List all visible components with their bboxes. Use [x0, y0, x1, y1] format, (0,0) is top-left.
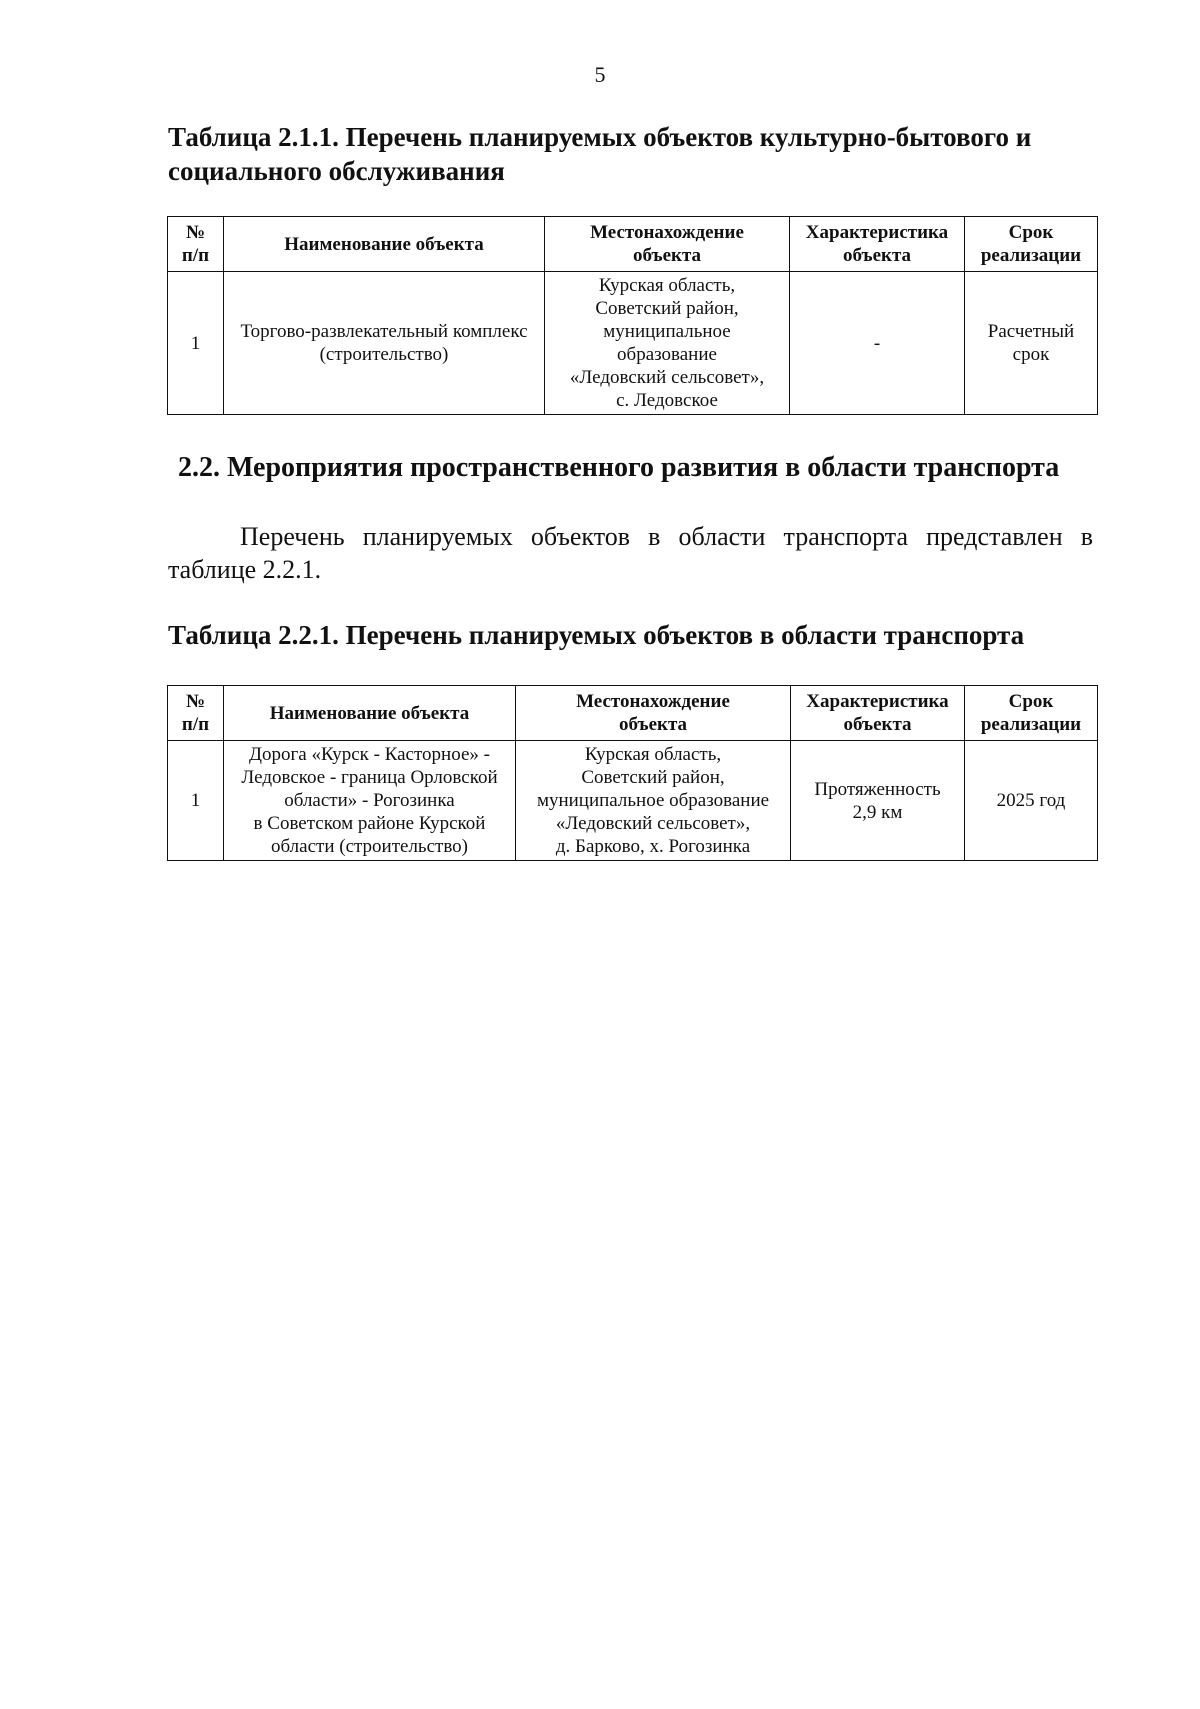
table2: [167, 685, 1098, 861]
header-text: Срок: [1008, 691, 1054, 712]
table-row: [168, 272, 1098, 415]
header-text: Характеристика: [805, 222, 949, 243]
cell-text: Курская область,: [584, 744, 722, 765]
table-row: [168, 741, 1098, 861]
table1-header-name: [224, 217, 545, 272]
table2-header-row: [168, 686, 1098, 741]
page-number: 5: [594, 62, 606, 87]
table1: [167, 216, 1098, 415]
cell-text: муниципальное: [603, 321, 731, 342]
header-text: объекта: [842, 245, 912, 266]
header-text: Местонахождение: [576, 691, 730, 712]
header-text: Срок: [1008, 222, 1054, 243]
table2-cell-name: [224, 741, 516, 861]
table1-title-line-1: Таблица 2.1.1. Перечень планируемых объектов культурно-бытового и: [168, 122, 1032, 152]
section-heading: 2.2. Мероприятия пространственного развития в области транспорта: [178, 452, 1060, 483]
cell-text: Дорога «Курск - Касторное» -: [249, 744, 490, 765]
table2-cell-num: 1: [168, 741, 224, 861]
cell-text: с. Ледовское: [616, 390, 718, 411]
table2-cell-location: [516, 741, 791, 861]
table2-title: Таблица 2.2.1. Перечень планируемых объектов в области транспорта: [168, 620, 1025, 650]
header-text: реализации: [980, 714, 1082, 735]
header-text: №: [185, 691, 206, 712]
header-text: Характеристика: [806, 691, 949, 712]
table1-cell-location: [545, 272, 790, 415]
header-text: Наименование объекта: [269, 702, 470, 724]
table1-cell-characteristic: -: [790, 272, 965, 415]
cell-text: Ледовское - граница Орловской: [241, 767, 498, 788]
cell-text: срок: [1012, 344, 1050, 365]
table1-cell-num: 1: [168, 272, 224, 415]
cell-text: (строительство): [319, 344, 449, 365]
table1-header-characteristic: [790, 217, 965, 272]
header-text: объекта: [843, 714, 912, 735]
header-text: №: [185, 222, 206, 243]
cell-text: Расчетный: [987, 321, 1075, 342]
cell-text: образование: [617, 344, 717, 365]
header-text: реализации: [980, 245, 1082, 266]
cell-text: Советский район,: [595, 298, 739, 319]
table1-title-line-2: социального обслуживания: [168, 156, 505, 186]
header-text: Наименование объекта: [284, 233, 484, 255]
header-text: объекта: [632, 245, 702, 266]
table2-header-term: [965, 686, 1098, 741]
header-text: Местонахождение: [590, 222, 744, 243]
cell-text: Торгово-развлекательный комплекс: [240, 321, 528, 342]
table1-header-row: [168, 217, 1098, 272]
cell-text: области (строительство): [270, 836, 468, 857]
cell-text: д. Барково, х. Рогозинка: [555, 836, 751, 857]
header-text: п/п: [181, 714, 210, 735]
header-text: п/п: [181, 245, 210, 266]
section-paragraph: Перечень планируемых объектов в области транспорта представлен в таблице 2.2.1.: [168, 522, 1093, 584]
table2-cell-characteristic: [791, 741, 965, 861]
cell-text: «Ледовский сельсовет»,: [555, 813, 751, 834]
table1-cell-name: [224, 272, 545, 415]
table2-cell-term: 2025 год: [965, 741, 1098, 861]
cell-text: Советский район,: [581, 767, 725, 788]
table1-title: [168, 120, 1108, 188]
table2-header-characteristic: [791, 686, 965, 741]
table1-cell-term: [965, 272, 1098, 415]
table1-header-num: [168, 217, 224, 272]
cell-text: муниципальное образование: [536, 790, 770, 811]
table1-header-term: [965, 217, 1098, 272]
cell-text: Курская область,: [598, 275, 736, 296]
table1-header-location: [545, 217, 790, 272]
cell-text: в Советском районе Курской: [253, 813, 486, 834]
cell-text: Протяженность: [814, 778, 941, 800]
table2-header-location: [516, 686, 791, 741]
cell-text: 2,9 км: [852, 801, 903, 823]
cell-text: области» - Рогозинка: [284, 790, 455, 811]
table2-header-num: [168, 686, 224, 741]
cell-text: «Ледовский сельсовет»,: [569, 367, 765, 388]
table2-header-name: [224, 686, 516, 741]
header-text: объекта: [618, 714, 688, 735]
